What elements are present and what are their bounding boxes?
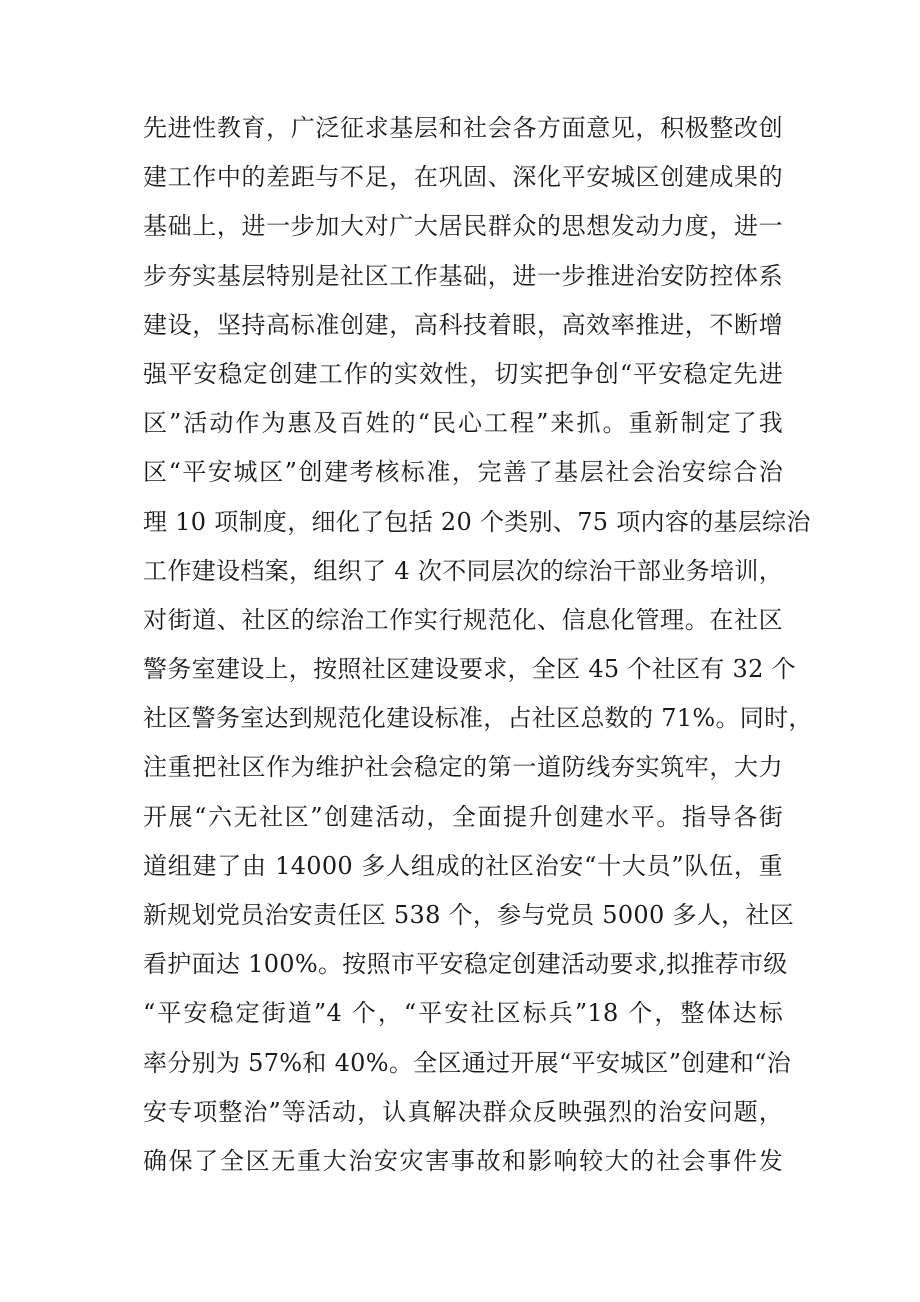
text-line: 看护面达 100%。按照市平安稳定创建活动要求,拟推荐市级	[143, 950, 788, 979]
body-text	[143, 104, 813, 1186]
text-line: 区”活动作为惠及百姓的“民心工程”来抓。重新制定了我	[143, 409, 783, 438]
text-line: 基础上，进一步加大对广大居民群众的思想发动力度，进一	[143, 212, 783, 241]
text-line: 警务室建设上，按照社区建设要求，全区 45 个社区有 32 个	[143, 655, 796, 684]
text-line: 区“平安城区”创建考核标准，完善了基层社会治安综合治	[143, 458, 783, 487]
text-line: 注重把社区作为维护社会稳定的第一道防线夯实筑牢，大力	[143, 753, 783, 782]
text-line: 确保了全区无重大治安灾害事故和影响较大的社会事件发	[143, 1146, 783, 1175]
text-line: 开展“六无社区”创建活动，全面提升创建水平。指导各街	[143, 802, 783, 831]
text-line: “平安稳定街道”4 个，“平安社区标兵”18 个，整体达标	[143, 999, 783, 1028]
text-line: 道组建了由 14000 多人组成的社区治安“十大员”队伍，重	[143, 851, 783, 880]
text-line: 对街道、社区的综治工作实行规范化、信息化管理。在社区	[143, 605, 783, 634]
text-line: 安专项整治”等活动，认真解决群众反映强烈的治安问题，	[143, 1097, 783, 1126]
text-line: 新规划党员治安责任区 538 个，参与党员 5000 多人，社区	[143, 901, 795, 929]
text-line: 社区警务室达到规范化建设标准，占社区总数的 71%。同时，	[143, 704, 813, 733]
text-line: 强平安稳定创建工作的实效性，切实把争创“平安稳定先进	[143, 359, 783, 388]
text-line: 先进性教育，广泛征求基层和社会各方面意见，积极整改创	[143, 114, 783, 142]
text-line: 率分别为 57%和 40%。全区通过开展“平安城区”创建和“治	[143, 1048, 792, 1077]
text-line: 建工作中的差距与不足，在巩固、深化平安城区创建成果的	[143, 163, 783, 192]
text-line: 建设，坚持高标准创建，高科技着眼，高效率推进，不断增	[143, 310, 783, 339]
text-line: 步夯实基层特别是社区工作基础，进一步推进治安防控体系	[143, 261, 783, 290]
text-line: 理 10 项制度，细化了包括 20 个类别、75 项内容的基层综治	[143, 507, 811, 536]
text-line: 工作建设档案，组织了 4 次不同层次的综治干部业务培训，	[143, 556, 783, 585]
